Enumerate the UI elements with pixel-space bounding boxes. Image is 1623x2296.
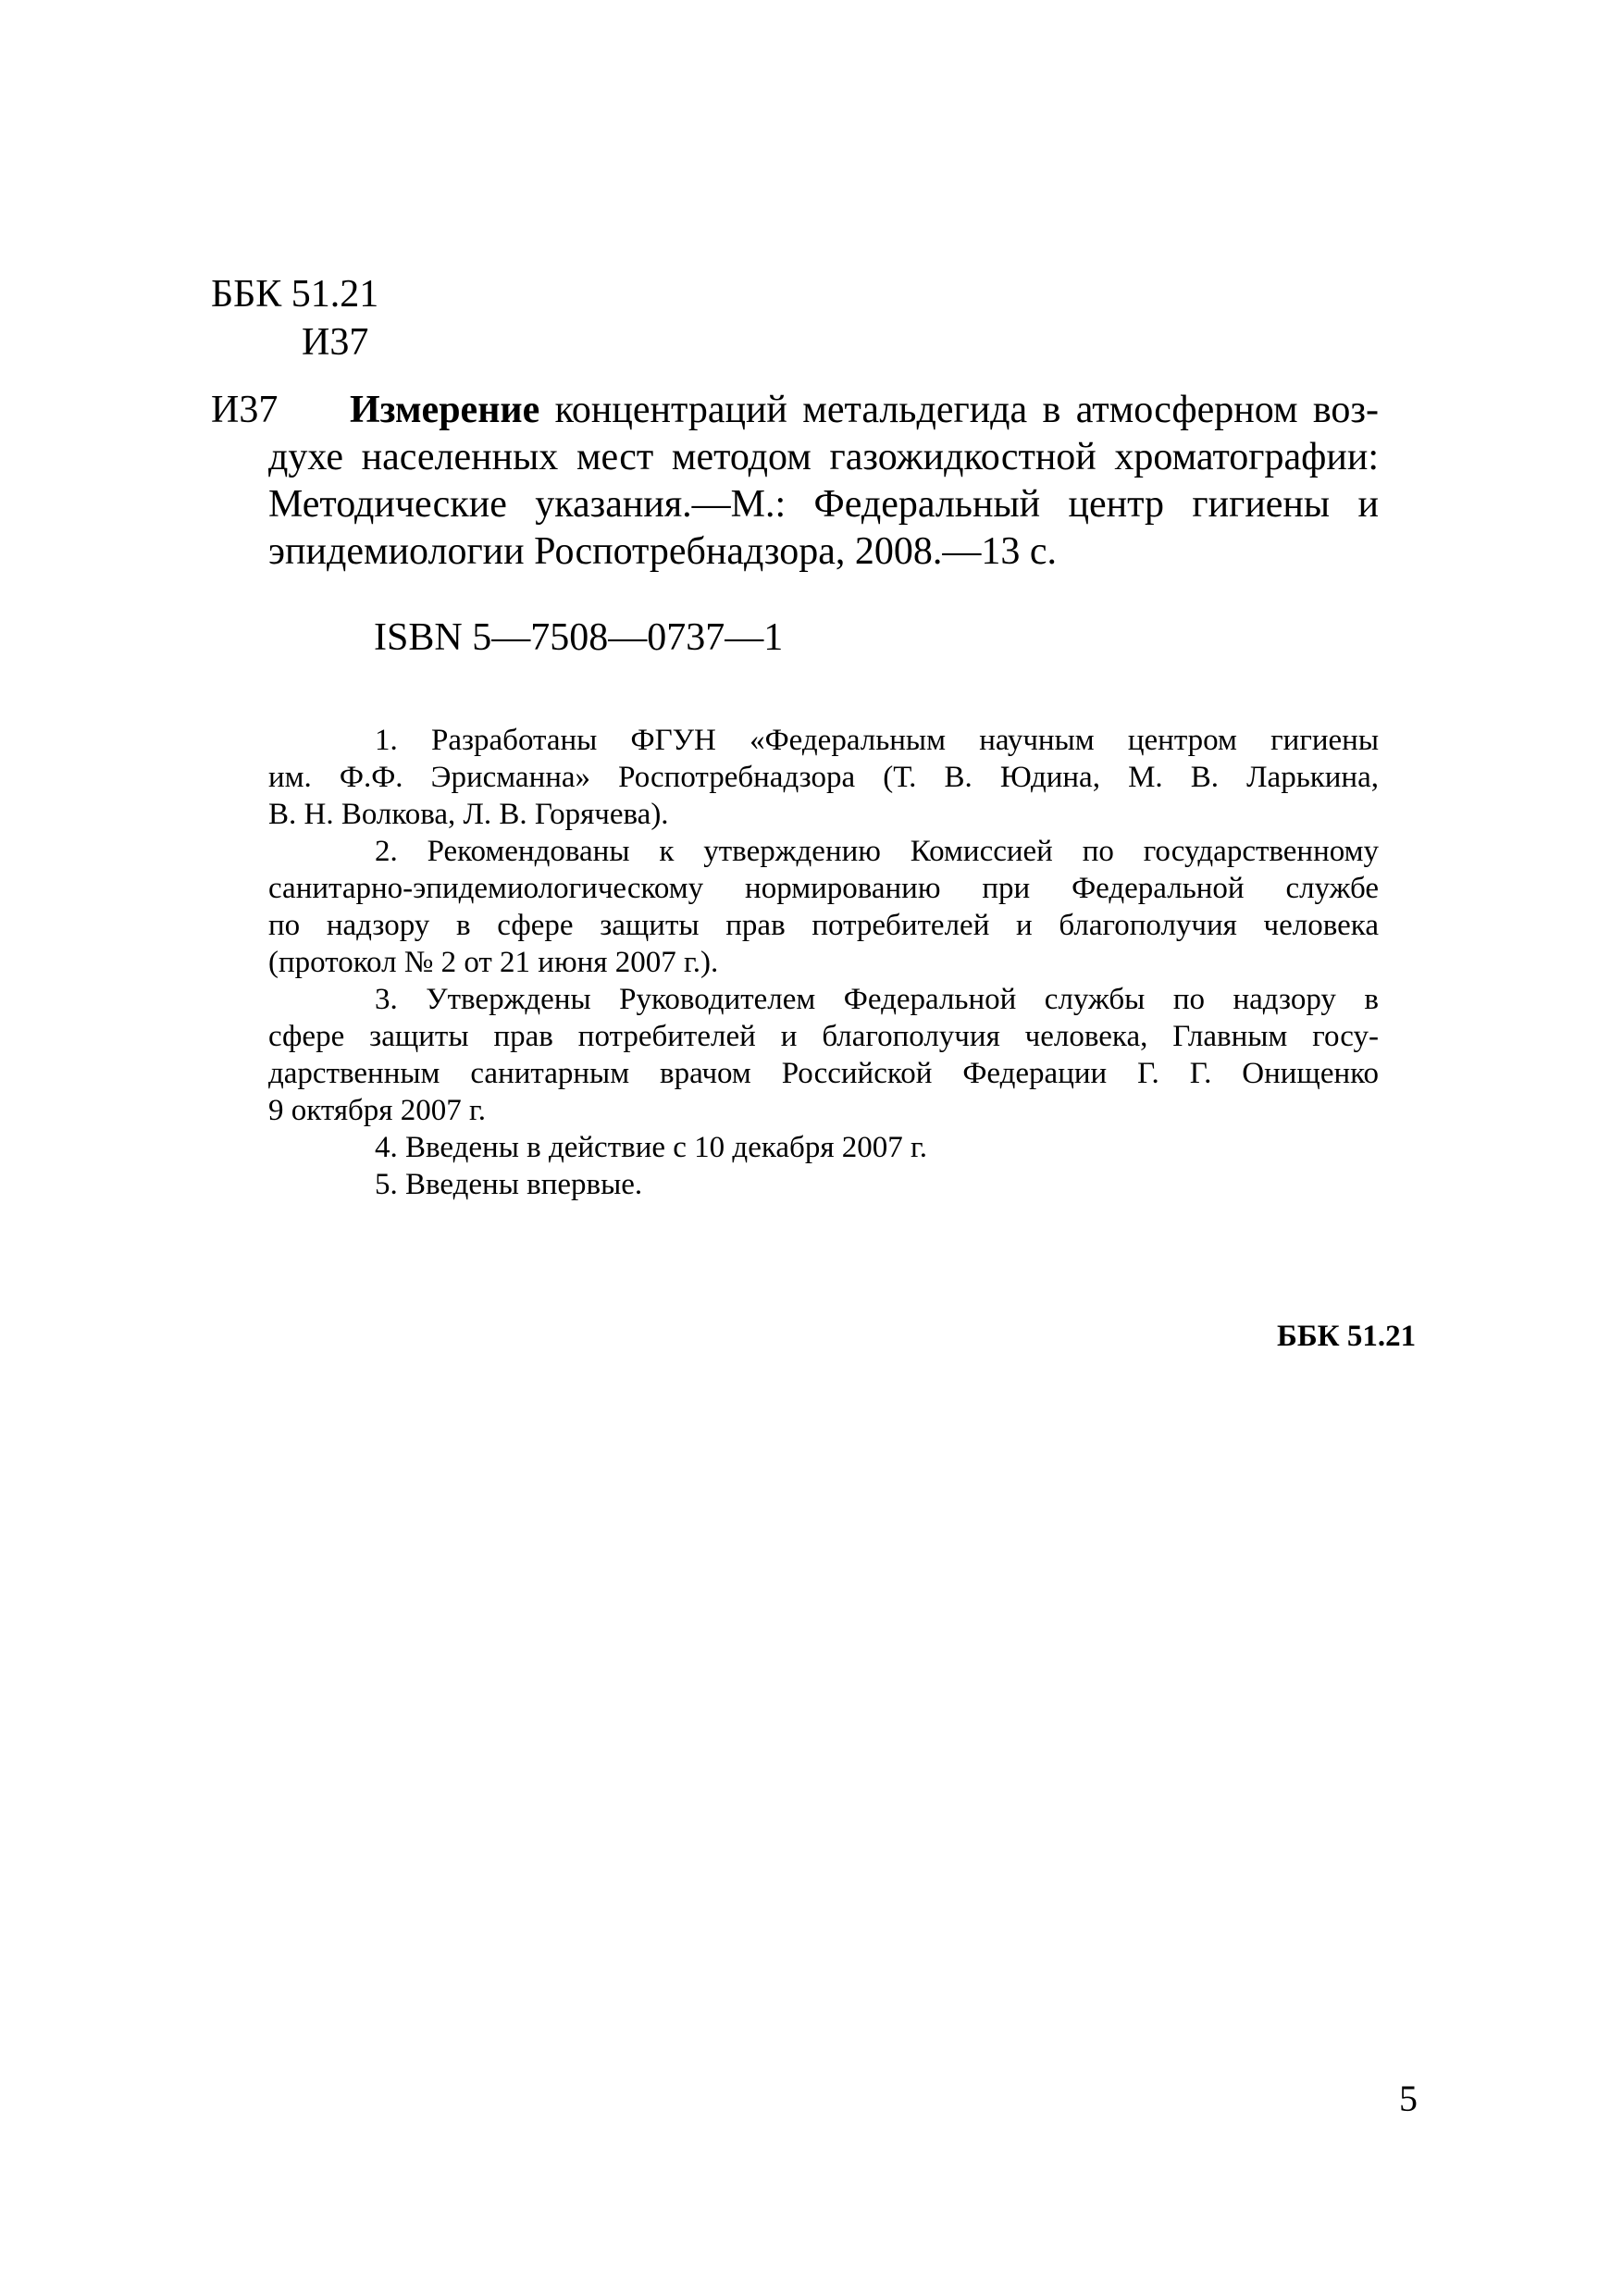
note-item xyxy=(268,722,1379,833)
note-line: 5. Введены впервые. xyxy=(375,1168,643,1201)
entry-line-1-rest: концентраций метальдегида в атмосферном воз- xyxy=(554,389,1380,431)
author-mark: И37 xyxy=(302,321,369,364)
note-line: В. Н. Волкова, Л. В. Горячева). xyxy=(268,798,669,831)
entry-code: И37 xyxy=(211,389,279,431)
entry-line-1 xyxy=(211,387,1379,434)
bbk-header xyxy=(211,270,378,366)
entry-body xyxy=(211,387,1379,576)
note-line: по надзору в сфере защиты прав потребителей и благополучия человека xyxy=(268,909,1379,942)
note-line: дарственным санитарным врачом Российской Федерации Г. Г. Онищенко xyxy=(268,1057,1379,1090)
note-line: 9 октября 2007 г. xyxy=(268,1094,487,1127)
note-line: 3. Утверждены Руководителем Федеральной службы по надзору в xyxy=(375,983,1379,1016)
entry-line-2: духе населенных мест методом газожидкостной хроматографии: xyxy=(268,436,1379,478)
note-line: 1. Разработаны ФГУН «Федеральным научным центром гигиены xyxy=(375,724,1379,757)
note-line: санитарно-эпидемиологическому нормированию при Федеральной службе xyxy=(268,872,1379,905)
bbk-footer-code: ББК 51.21 xyxy=(1277,1320,1417,1353)
note-item xyxy=(268,981,1379,1129)
bbk-code: ББК 51.21 xyxy=(211,273,379,316)
notes-list xyxy=(268,722,1379,1203)
note-item xyxy=(268,1129,1379,1166)
note-line: сфере защиты прав потребителей и благополучия человека, Главным госу- xyxy=(268,1020,1379,1053)
note-line: (протокол № 2 от 21 июня 2007 г.). xyxy=(268,946,719,979)
isbn: ISBN 5—7508—0737—1 xyxy=(374,616,784,659)
note-line: 4. Введены в действие с 10 декабря 2007 г. xyxy=(375,1131,928,1164)
page-number: 5 xyxy=(1399,2078,1418,2119)
entry-lead-word: Измерение xyxy=(350,389,540,431)
note-item xyxy=(268,833,1379,981)
note-line: 2. Рекомендованы к утверждению Комиссией по государственному xyxy=(375,835,1379,868)
entry-line-3: Методические указания.—М.: Федеральный центр гигиены и xyxy=(268,483,1379,526)
note-item xyxy=(268,1166,1379,1203)
note-line: им. Ф.Ф. Эрисманна» Роспотребнадзора (Т. В. Юдина, М. В. Ларькина, xyxy=(268,761,1379,794)
entry-line-4: эпидемиологии Роспотребнадзора, 2008.—13 с. xyxy=(268,530,1058,573)
